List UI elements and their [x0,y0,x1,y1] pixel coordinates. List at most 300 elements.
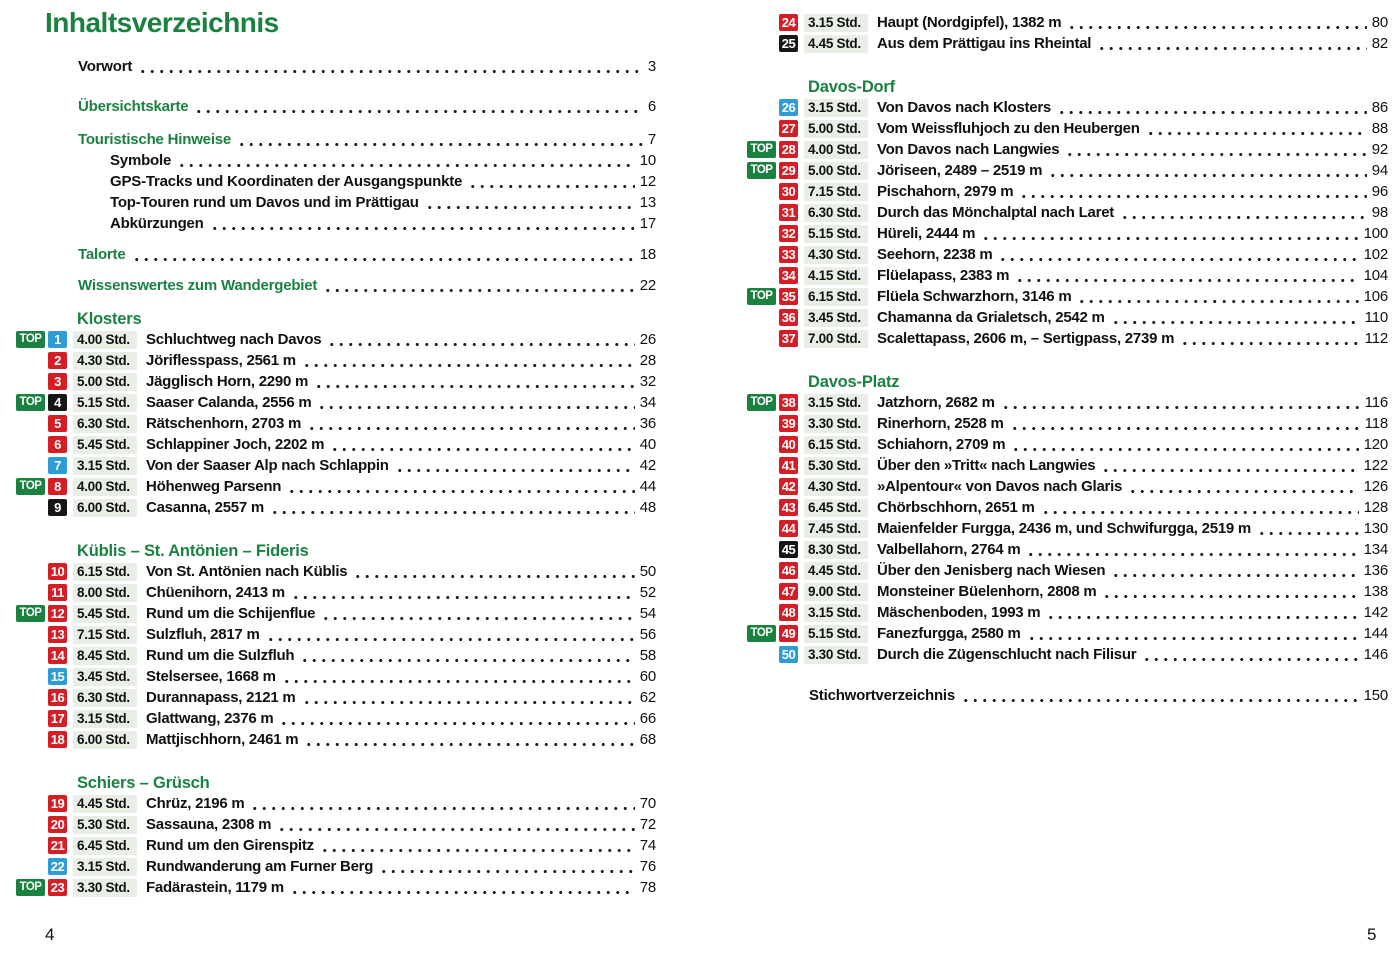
toc-entry-label: Stichwortverzeichnis [809,687,956,704]
tour-row [747,244,1388,265]
front-matter-group [16,56,656,77]
tour-title: Casanna, 2557 m [146,499,264,516]
tour-number-badge: 46 [779,562,798,579]
toc-entry-row [16,213,656,234]
tour-row [16,645,656,666]
tour-page-number: 106 [1363,288,1388,305]
dot-leader [1025,623,1359,644]
dot-leader [1109,560,1358,581]
dot-leader [192,96,642,117]
tour-page-number: 48 [639,499,656,516]
toc-section [16,540,656,750]
tour-duration: 5.00 Std. [73,373,137,391]
tour-number-badge: 24 [779,14,798,31]
top-tour-badge: TOP [747,288,776,305]
tour-number-badge: 36 [779,309,798,326]
tour-duration: 5.15 Std. [73,394,137,412]
toc-entry-page-number: 12 [639,173,656,190]
tour-duration: 5.45 Std. [73,605,137,623]
tour-page-number: 28 [639,352,656,369]
toc-entry-row [16,244,656,265]
tour-row [747,623,1388,644]
tour-row [747,560,1388,581]
toc-entry-row [16,150,656,171]
dot-leader [999,392,1360,413]
section-heading: Davos-Dorf [808,78,895,96]
toc-entry-page-number: 17 [639,215,656,232]
tour-title: Höhenweg Parsenn [146,478,282,495]
toc-entry-row [747,685,1388,706]
tour-page-number: 82 [1371,35,1388,52]
dot-leader [1063,139,1366,160]
tour-row [16,371,656,392]
tour-page-number: 40 [639,436,656,453]
dot-leader [315,392,634,413]
tour-page-number: 80 [1371,14,1388,31]
tour-row [747,455,1388,476]
dot-leader [280,666,635,687]
tour-duration: 7.15 Std. [73,626,137,644]
tour-page-number: 146 [1363,646,1388,663]
tour-page-number: 136 [1363,562,1388,579]
tour-duration: 3.30 Std. [73,879,137,897]
toc-entry-page-number: 18 [639,246,656,263]
tour-number-badge: 18 [48,731,67,748]
tour-row [16,603,656,624]
tour-row [16,624,656,645]
dot-leader [1144,118,1367,139]
tour-row [16,582,656,603]
tour-page-number: 142 [1363,604,1388,621]
dot-leader [1013,265,1358,286]
section-heading: Küblis – St. Antönien – Fideris [77,542,309,560]
tour-duration: 7.15 Std. [804,183,868,201]
tour-page-number: 118 [1364,415,1388,432]
top-tour-badge: TOP [747,625,776,642]
tour-title: Mattjischhorn, 2461 m [146,731,299,748]
dot-leader [1039,497,1359,518]
right-page-blocks [747,12,1388,706]
dot-leader [959,685,1359,706]
tour-duration: 5.00 Std. [804,162,868,180]
front-matter-group [747,685,1388,706]
tour-title: Jägglisch Horn, 2290 m [146,373,309,390]
tour-page-number: 26 [639,331,656,348]
tour-row [16,835,656,856]
tour-duration: 3.15 Std. [804,14,868,32]
dot-leader [1178,328,1359,349]
tour-duration: 7.45 Std. [804,520,868,538]
tour-page-number: 44 [639,478,656,495]
tour-number-badge: 11 [48,584,67,601]
dot-leader [1109,307,1360,328]
tour-title: Maienfelder Furgga, 2436 m, und Schwifurgga, 2519 m [877,520,1252,537]
dot-leader [288,877,635,898]
tour-title: Chrüz, 2196 m [146,795,245,812]
folio-page-number-left: 4 [45,925,55,944]
tour-number-badge: 50 [779,646,798,663]
tour-title: Rund um die Sulzfluh [146,647,295,664]
tour-number-badge: 35 [779,288,798,305]
tour-duration: 3.30 Std. [804,415,868,433]
toc-entry-row [16,275,656,296]
dot-leader [302,729,634,750]
dot-leader [393,455,635,476]
tour-title: Chörbschhorn, 2651 m [877,499,1035,516]
tour-duration: 5.30 Std. [804,457,868,475]
tour-page-number: 32 [639,373,656,390]
dot-leader [325,329,634,350]
top-tour-badge: TOP [747,162,776,179]
tour-title: Hüreli, 2444 m [877,225,976,242]
toc-entry-page-number: 6 [647,98,656,115]
dot-leader [248,793,634,814]
toc-entry-row [16,129,656,150]
tour-number-badge: 38 [779,394,798,411]
tour-duration: 3.15 Std. [804,604,868,622]
tour-title: Pischahorn, 2979 m [877,183,1014,200]
tour-number-badge: 43 [779,499,798,516]
tour-number-badge: 16 [48,689,67,706]
dot-leader [264,624,635,645]
toc-entry-label: Vorwort [78,58,133,75]
tour-row [747,118,1388,139]
front-matter-block [747,685,1388,706]
tour-title: Mäschenboden, 1993 m [877,604,1041,621]
tour-row [747,223,1388,244]
tour-duration: 6.30 Std. [73,689,137,707]
tour-duration: 5.30 Std. [73,816,137,834]
tour-number-badge: 39 [779,415,798,432]
tour-row [16,392,656,413]
dot-leader [377,856,635,877]
tour-row [747,602,1388,623]
tour-number-badge: 45 [779,541,798,558]
tour-title: Flüela Schwarzhorn, 3146 m [877,288,1072,305]
tour-duration: 3.45 Std. [804,309,868,327]
tour-page-number: 62 [639,689,656,706]
tour-page-number: 110 [1364,309,1388,326]
tour-row [16,434,656,455]
tour-page-number: 120 [1363,436,1388,453]
tour-title: Vom Weissfluhjoch zu den Heubergen [877,120,1140,137]
tour-page-number: 96 [1371,183,1388,200]
tour-number-badge: 15 [48,668,67,685]
toc-section [16,772,656,898]
tour-row [747,518,1388,539]
toc-entry-page-number: 7 [647,131,656,148]
dot-leader [1046,160,1366,181]
tour-duration: 6.30 Std. [73,415,137,433]
toc-entry-page-number: 150 [1363,687,1388,704]
tour-row [747,286,1388,307]
tour-number-badge: 49 [779,625,798,642]
tour-title: Jatzhorn, 2682 m [877,394,995,411]
tour-row [747,392,1388,413]
front-matter-group [16,244,656,265]
tour-page-number: 60 [639,668,656,685]
tour-title: Fadärastein, 1179 m [146,879,284,896]
tour-number-badge: 48 [779,604,798,621]
toc-entry-row [16,96,656,117]
toc-section [747,12,1388,54]
tour-row [16,561,656,582]
dot-leader [298,645,634,666]
tour-duration: 4.15 Std. [804,267,868,285]
tour-page-number: 94 [1371,162,1388,179]
dot-leader [351,561,634,582]
toc-entry-label: Talorte [78,246,126,263]
tour-row [16,708,656,729]
tour-page-number: 72 [639,816,656,833]
tour-number-badge: 22 [48,858,67,875]
toc-entry-page-number: 3 [647,58,656,75]
dot-leader [979,223,1358,244]
tour-title: Scalettapass, 2606 m, – Sertigpass, 2739 m [877,330,1175,347]
front-matter-block [16,56,656,296]
tour-page-number: 68 [639,731,656,748]
tour-duration: 4.00 Std. [804,141,868,159]
tour-duration: 5.15 Std. [804,625,868,643]
tour-title: Rund um die Schijenflue [146,605,316,622]
tour-row [747,97,1388,118]
toc-entry-page-number: 22 [639,277,656,294]
dot-leader [1075,286,1358,307]
tour-duration: 6.15 Std. [804,288,868,306]
tour-duration: 3.30 Std. [804,646,868,664]
tour-row [16,497,656,518]
dot-leader [319,603,634,624]
tour-title: Durannapass, 2121 m [146,689,296,706]
tour-page-number: 102 [1363,246,1388,263]
top-tour-badge: TOP [16,331,45,348]
tour-number-badge: 41 [779,457,798,474]
tour-page-number: 116 [1364,394,1388,411]
tour-title: Monsteiner Büelenhorn, 2808 m [877,583,1097,600]
tour-page-number: 88 [1371,120,1388,137]
toc-page-left [16,6,656,898]
tour-page-number: 78 [639,879,656,896]
tour-row [747,644,1388,665]
tour-number-badge: 37 [779,330,798,347]
dot-leader [1008,413,1360,434]
tour-page-number: 50 [639,563,656,580]
tour-page-number: 98 [1371,204,1388,221]
front-matter-group [16,96,656,117]
tour-row [16,687,656,708]
dot-leader [235,129,643,150]
tour-row [747,434,1388,455]
tour-title: Haupt (Nordgipfel), 1382 m [877,14,1062,31]
tour-duration: 5.45 Std. [73,436,137,454]
dot-leader [208,213,635,234]
dot-leader [328,434,634,455]
tour-duration: 7.00 Std. [804,330,868,348]
tour-duration: 3.45 Std. [73,668,137,686]
tour-number-badge: 19 [48,795,67,812]
dot-leader [1118,202,1367,223]
tour-number-badge: 30 [779,183,798,200]
tour-row [16,413,656,434]
tour-title: »Alpentour« von Davos nach Glaris [877,478,1123,495]
dot-leader [1100,581,1358,602]
toc-section [747,371,1388,665]
dot-leader [996,244,1358,265]
tour-number-badge: 26 [779,99,798,116]
tour-title: Rinerhorn, 2528 m [877,415,1004,432]
top-tour-badge: TOP [747,394,776,411]
tour-title: Stelsersee, 1668 m [146,668,276,685]
dot-leader [466,171,635,192]
tour-duration: 4.30 Std. [73,352,137,370]
toc-entry-label: Symbole [110,152,172,169]
left-page-blocks [16,56,656,898]
tour-page-number: 126 [1363,478,1388,495]
tour-number-badge: 33 [779,246,798,263]
tour-row [747,202,1388,223]
tour-row [747,539,1388,560]
front-matter-group [16,275,656,296]
tour-duration: 5.15 Std. [804,225,868,243]
tour-title: Chüenihorn, 2413 m [146,584,285,601]
tour-page-number: 70 [639,795,656,812]
tour-number-badge: 31 [779,204,798,221]
tour-title: Valbellahorn, 2764 m [877,541,1021,558]
tour-row [16,814,656,835]
tour-title: Schluchtweg nach Davos [146,331,322,348]
tour-page-number: 144 [1363,625,1388,642]
section-heading: Schiers – Grüsch [77,774,210,792]
dot-leader [1140,644,1358,665]
dot-leader [175,150,635,171]
tour-duration: 4.45 Std. [804,35,868,53]
tour-number-badge: 17 [48,710,67,727]
tour-row [16,329,656,350]
tour-page-number: 100 [1363,225,1388,242]
tour-row [747,139,1388,160]
tour-page-number: 86 [1371,99,1388,116]
section-heading: Davos-Platz [808,373,900,391]
tour-number-badge: 40 [779,436,798,453]
dot-leader [1255,518,1359,539]
tour-row [16,729,656,750]
tour-row [16,350,656,371]
tour-page-number: 134 [1363,541,1388,558]
tour-number-badge: 42 [779,478,798,495]
tour-title: Seehorn, 2238 m [877,246,993,263]
tour-duration: 9.00 Std. [804,583,868,601]
tour-duration: 3.15 Std. [73,710,137,728]
tour-page-number: 130 [1363,520,1388,537]
dot-leader [300,687,635,708]
page-title: Inhaltsverzeichnis [45,7,279,38]
tour-row [747,265,1388,286]
tour-page-number: 74 [639,837,656,854]
tour-duration: 4.45 Std. [73,795,137,813]
tour-number-badge: 7 [48,457,67,474]
tour-duration: 5.00 Std. [804,120,868,138]
dot-leader [1009,434,1358,455]
dot-leader [305,413,635,434]
tour-number-badge: 5 [48,415,67,432]
toc-entry-row [16,192,656,213]
tour-page-number: 76 [639,858,656,875]
tour-row [747,497,1388,518]
tour-page-number: 138 [1363,583,1388,600]
tour-duration: 4.30 Std. [804,478,868,496]
dot-leader [321,275,634,296]
dot-leader [1044,602,1358,623]
tour-duration: 4.00 Std. [73,331,137,349]
tour-row [16,455,656,476]
toc-entry-row [16,56,656,77]
tour-number-badge: 2 [48,352,67,369]
tour-row [747,476,1388,497]
tour-page-number: 128 [1363,499,1388,516]
tour-row [16,793,656,814]
dot-leader [300,350,635,371]
tour-title: Chamanna da Grialetsch, 2542 m [877,309,1105,326]
tour-duration: 6.45 Std. [73,837,137,855]
tour-number-badge: 29 [779,162,798,179]
tour-number-badge: 14 [48,647,67,664]
tour-row [16,856,656,877]
dot-leader [1017,181,1366,202]
tour-number-badge: 12 [48,605,67,622]
tour-title: Fanezfurgga, 2580 m [877,625,1021,642]
dot-leader [1095,33,1366,54]
tour-title: Jöriseen, 2489 – 2519 m [877,162,1043,179]
tour-number-badge: 47 [779,583,798,600]
tour-row [747,413,1388,434]
tour-title: Von St. Antönien nach Küblis [146,563,348,580]
tour-title: Durch das Mönchalptal nach Laret [877,204,1115,221]
tour-duration: 6.15 Std. [804,436,868,454]
tour-duration: 3.15 Std. [804,394,868,412]
dot-leader [312,371,635,392]
tour-number-badge: 8 [48,478,67,495]
tour-title: Jöriflesspass, 2561 m [146,352,296,369]
tour-row [747,328,1388,349]
tour-title: Von der Saaser Alp nach Schlappin [146,457,389,474]
tour-row [747,181,1388,202]
dot-leader [285,476,635,497]
tour-number-badge: 20 [48,816,67,833]
tour-row [747,581,1388,602]
tour-number-badge: 28 [779,141,798,158]
toc-entry-label: Übersichtskarte [78,98,189,115]
tour-number-badge: 9 [48,499,67,516]
tour-title: Schlappiner Joch, 2202 m [146,436,325,453]
tour-page-number: 52 [639,584,656,601]
tour-number-badge: 3 [48,373,67,390]
tour-duration: 6.00 Std. [73,731,137,749]
top-tour-badge: TOP [747,141,776,158]
tour-duration: 4.30 Std. [804,246,868,264]
tour-page-number: 66 [639,710,656,727]
toc-entry-page-number: 10 [639,152,656,169]
tour-title: Von Davos nach Langwies [877,141,1060,158]
toc-entry-label: Wissenswertes zum Wandergebiet [78,277,318,294]
tour-number-badge: 23 [48,879,67,896]
section-heading: Klosters [77,310,142,328]
tour-page-number: 112 [1364,330,1388,347]
tour-number-badge: 10 [48,563,67,580]
tour-title: Flüelapass, 2383 m [877,267,1010,284]
tour-title: Sassauna, 2308 m [146,816,272,833]
tour-title: Aus dem Prättigau ins Rheintal [877,35,1092,52]
dot-leader [268,497,635,518]
